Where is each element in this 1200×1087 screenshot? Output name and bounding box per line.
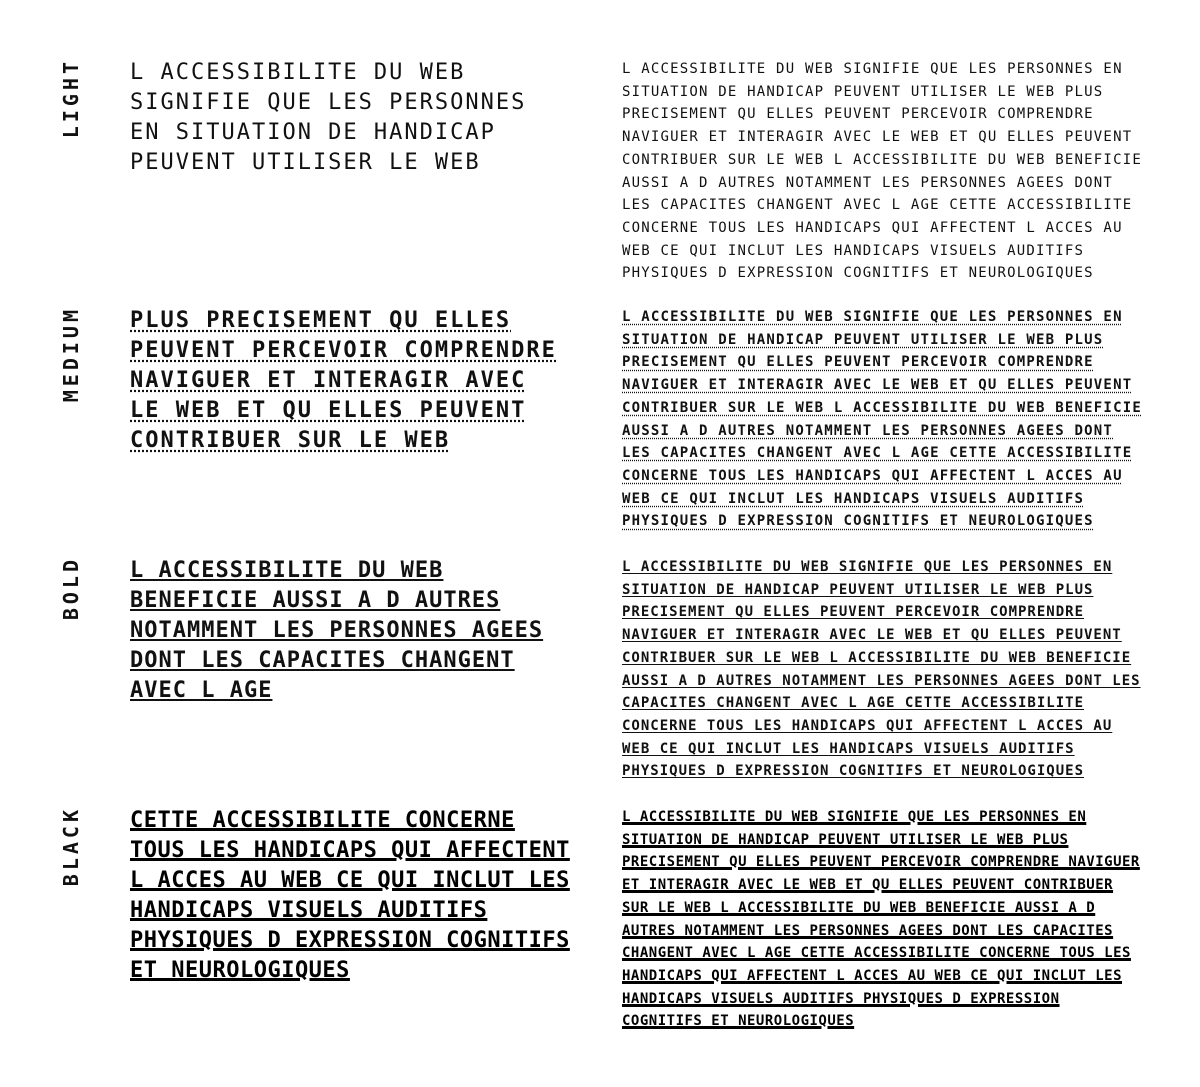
- specimen-large-text: L ACCESSIBILITE DU WEB SIGNIFIE QUE LES PERSONNES EN SITUATION DE HANDICAP PEUVENT UTILISER LE WEB: [130, 60, 527, 175]
- specimen-row-light: [0, 58, 1200, 288]
- specimen-large-text: PLUS PRECISEMENT QU ELLES PEUVENT PERCEVOIR COMPRENDRE NAVIGUER ET INTERAGIR AVEC LE WEB ET QU ELLES PEUVENT CONTRIBUER SUR LE WEB: [130, 308, 557, 453]
- weight-label: LIGHT: [59, 58, 83, 139]
- specimen-paragraph: L ACCESSIBILITE DU WEB SIGNIFIE QUE LES PERSONNES EN SITUATION DE HANDICAP PEUVENT UTILISER LE WEB PLUS PRECISEMENT QU ELLES PEUVENT PERCEVOIR COMPRENDRE NAVIGUER ET INTERAGIR AVEC LE WEB ET QU ELLES PEUVENT CONTRIBUER SUR LE WEB L ACCESSIBILITE DU WEB BENEFICIE AUSSI A D AUTRES NOTAMMENT LES PERSONNES AGEES DONT LES CAPACITES CHANGENT AVEC L AGE CETTE ACCESSIBILITE CONCERNE TOUS LES HANDICAPS QUI AFFECTENT L ACCES AU WEB CE QUI INCLUT LES HANDICAPS VISUELS AUDITIFS PHYSIQUES D EXPRESSION COGNITIFS ET NEUROLOGIQUES: [622, 559, 1141, 780]
- specimen-paragraph: L ACCESSIBILITE DU WEB SIGNIFIE QUE LES PERSONNES EN SITUATION DE HANDICAP PEUVENT UTILISER LE WEB PLUS PRECISEMENT QU ELLES PEUVENT PERCEVOIR COMPRENDRE NAVIGUER ET INTERAGIR AVEC LE WEB ET QU ELLES PEUVENT CONTRIBUER SUR LE WEB L ACCESSIBILITE DU WEB BENEFICIE AUSSI A D AUTRES NOTAMMENT LES PERSONNES AGEES DONT LES CAPACITES CHANGENT AVEC L AGE CETTE ACCESSIBILITE CONCERNE TOUS LES HANDICAPS QUI AFFECTENT L ACCES AU WEB CE QUI INCLUT LES HANDICAPS VISUELS AUDITIFS PHYSIQUES D EXPRESSION COGNITIFS ET NEUROLOGIQUES: [622, 61, 1142, 282]
- specimen-paragraph: L ACCESSIBILITE DU WEB SIGNIFIE QUE LES PERSONNES EN SITUATION DE HANDICAP PEUVENT UTILISER LE WEB PLUS PRECISEMENT QU ELLES PEUVENT PERCEVOIR COMPRENDRE NAVIGUER ET INTERAGIR AVEC LE WEB ET QU ELLES PEUVENT CONTRIBUER SUR LE WEB L ACCESSIBILITE DU WEB BENEFICIE AUSSI A D AUTRES NOTAMMENT LES PERSONNES AGEES DONT LES CAPACITES CHANGENT AVEC L AGE CETTE ACCESSIBILITE CONCERNE TOUS LES HANDICAPS QUI AFFECTENT L ACCES AU WEB CE QUI INCLUT LES HANDICAPS VISUELS AUDITIFS PHYSIQUES D EXPRESSION COGNITIFS ET NEUROLOGIQUES: [622, 309, 1142, 530]
- weight-label: BLACK: [59, 806, 83, 887]
- specimen-row-bold: [0, 556, 1200, 786]
- specimen-row-medium: [0, 306, 1200, 536]
- weight-label: BOLD: [59, 556, 83, 621]
- weight-label: MEDIUM: [59, 306, 83, 403]
- specimen-large-text: L ACCESSIBILITE DU WEB BENEFICIE AUSSI A D AUTRES NOTAMMENT LES PERSONNES AGEES DONT LES CAPACITES CHANGENT AVEC L AGE: [130, 558, 544, 703]
- specimen-large-text: CETTE ACCESSIBILITE CONCERNE TOUS LES HANDICAPS QUI AFFECTENT L ACCES AU WEB CE QUI INCLUT LES HANDICAPS VISUELS AUDITIFS PHYSIQUES D EXPRESSION COGNITIFS ET NEUROLOGIQUES: [130, 808, 570, 983]
- specimen-row-black: [0, 806, 1200, 1046]
- specimen-paragraph: L ACCESSIBILITE DU WEB SIGNIFIE QUE LES PERSONNES EN SITUATION DE HANDICAP PEUVENT UTILISER LE WEB PLUS PRECISEMENT QU ELLES PEUVENT PERCEVOIR COMPRENDRE NAVIGUER ET INTERAGIR AVEC LE WEB ET QU ELLES PEUVENT CONTRIBUER SUR LE WEB L ACCESSIBILITE DU WEB BENEFICIE AUSSI A D AUTRES NOTAMMENT LES PERSONNES AGEES DONT LES CAPACITES CHANGENT AVEC L AGE CETTE ACCESSIBILITE CONCERNE TOUS LES HANDICAPS QUI AFFECTENT L ACCES AU WEB CE QUI INCLUT LES HANDICAPS VISUELS AUDITIFS PHYSIQUES D EXPRESSION COGNITIFS ET NEUROLOGIQUES: [622, 809, 1140, 1030]
